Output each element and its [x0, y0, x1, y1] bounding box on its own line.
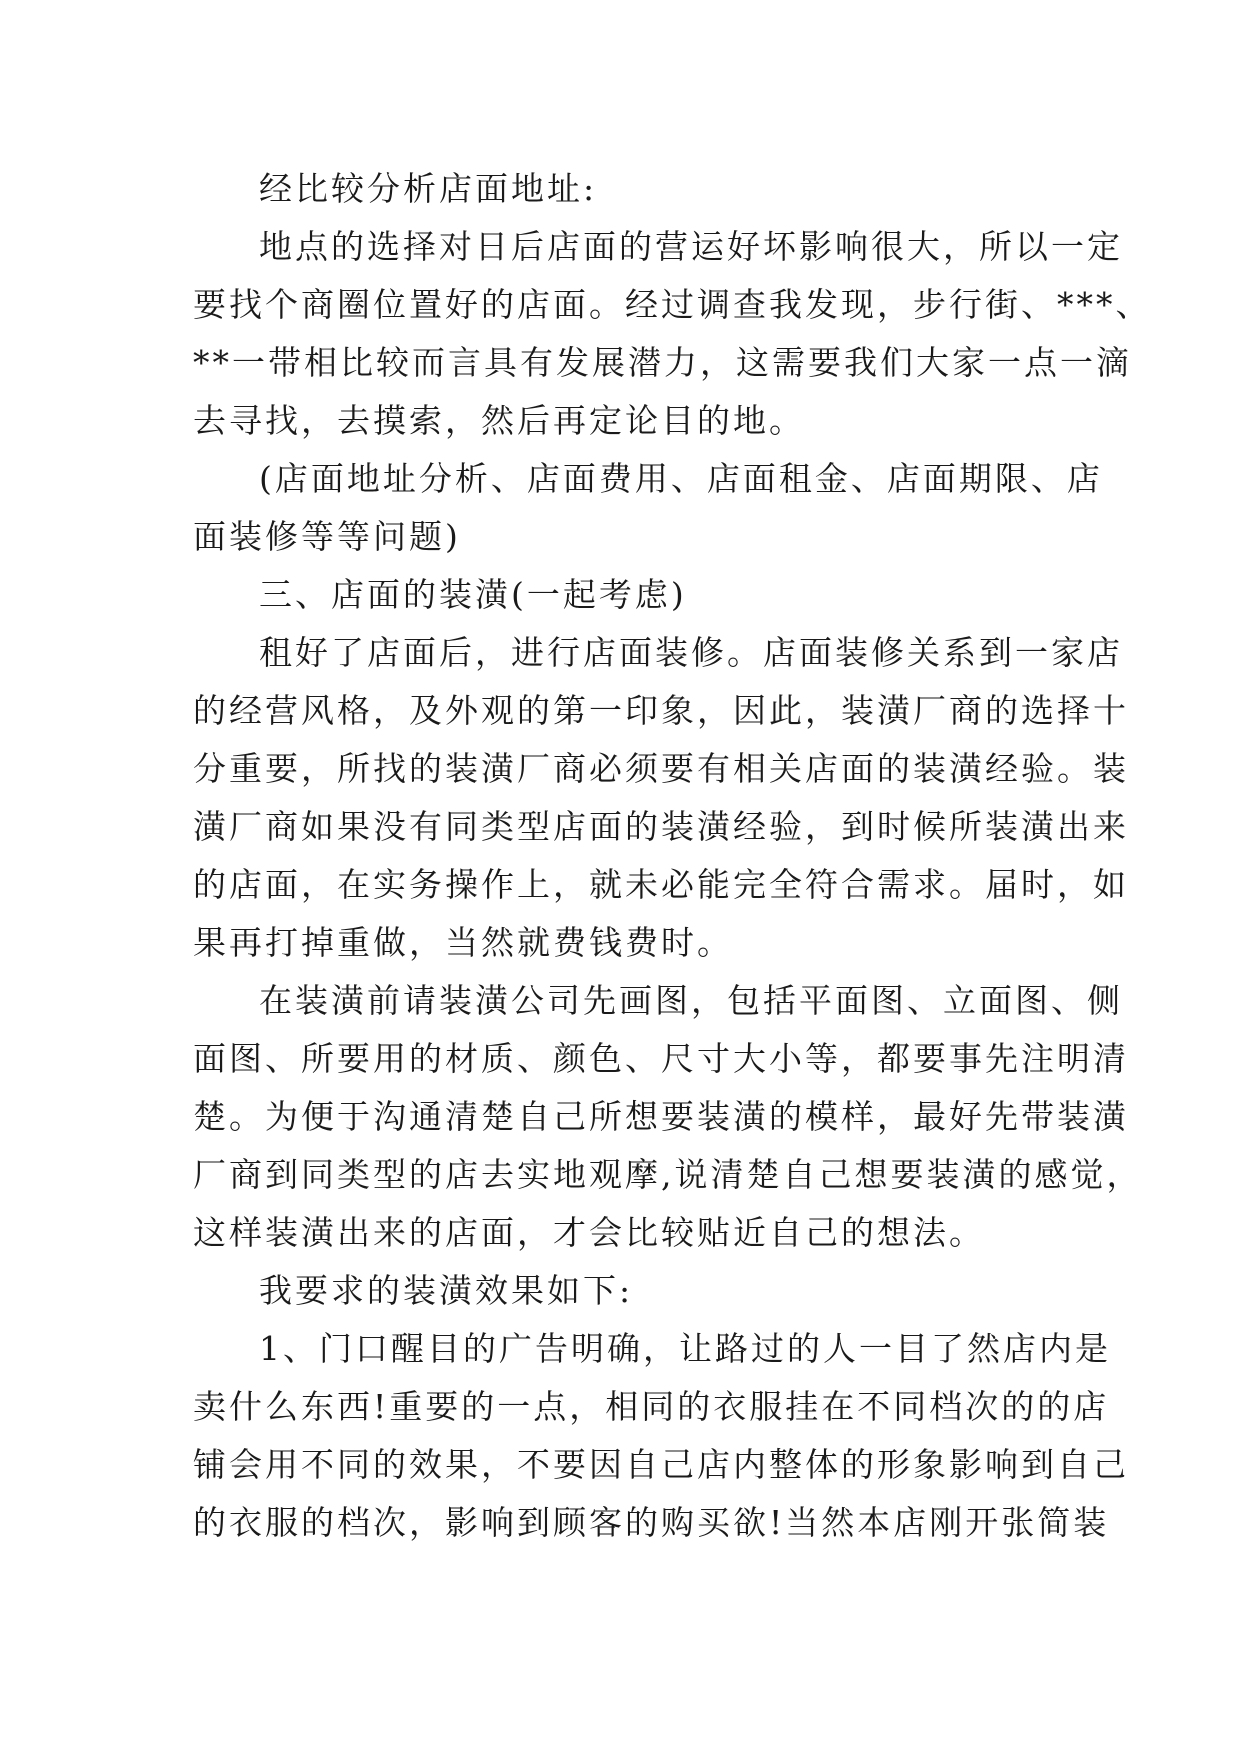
list-item: 1、门口醒目的广告明确，让路过的人一目了然店内是 [259, 1329, 1111, 1368]
text-line: 面图、所要用的材质、颜色、尺寸大小等，都要事先注明清 [193, 1039, 1129, 1078]
text-line: 经比较分析店面地址: [259, 169, 598, 208]
section-heading: 三、店面的装潢(一起考虑) [259, 575, 687, 614]
text-line: 厂商到同类型的店去实地观摩,说清楚自己想要装潢的感觉， [193, 1155, 1143, 1194]
document-body [193, 160, 1152, 1552]
text-line: 的经营风格，及外观的第一印象，因此，装潢厂商的选择十 [193, 691, 1129, 730]
text-line: 在装潢前请装潢公司先画图，包括平面图、立面图、侧 [259, 981, 1123, 1020]
text-line: 果再打掉重做，当然就费钱费时。 [193, 923, 733, 962]
text-line: 地点的选择对日后店面的营运好坏影响很大，所以一定 [259, 227, 1123, 266]
text-line: (店面地址分析、店面费用、店面租金、店面期限、店 [259, 459, 1103, 498]
text-line: 铺会用不同的效果，不要因自己店内整体的形象影响到自己 [193, 1445, 1129, 1484]
text-line: 我要求的装潢效果如下: [259, 1271, 634, 1310]
text-line: 面装修等等问题) [193, 517, 461, 556]
text-line: 分重要，所找的装潢厂商必须要有相关店面的装潢经验。装 [193, 749, 1129, 788]
text-line: 潢厂商如果没有同类型店面的装潢经验，到时候所装潢出来 [193, 807, 1129, 846]
text-line: 要找个商圈位置好的店面。经过调查我发现，步行街、***、 [193, 285, 1152, 324]
text-line: 去寻找，去摸索，然后再定论目的地。 [193, 401, 805, 440]
text-line: 楚。为便于沟通清楚自己所想要装潢的模样，最好先带装潢 [193, 1097, 1129, 1136]
text-line: 这样装潢出来的店面，才会比较贴近自己的想法。 [193, 1213, 985, 1252]
text-line: **一带相比较而言具有发展潜力，这需要我们大家一点一滴 [193, 343, 1132, 382]
text-line: 的店面，在实务操作上，就未必能完全符合需求。届时，如 [193, 865, 1129, 904]
text-line: 租好了店面后，进行店面装修。店面装修关系到一家店 [259, 633, 1123, 672]
text-line: 卖什么东西!重要的一点，相同的衣服挂在不同档次的的店 [193, 1387, 1110, 1426]
text-line: 的衣服的档次，影响到顾客的购买欲!当然本店刚开张简装 [193, 1503, 1110, 1542]
